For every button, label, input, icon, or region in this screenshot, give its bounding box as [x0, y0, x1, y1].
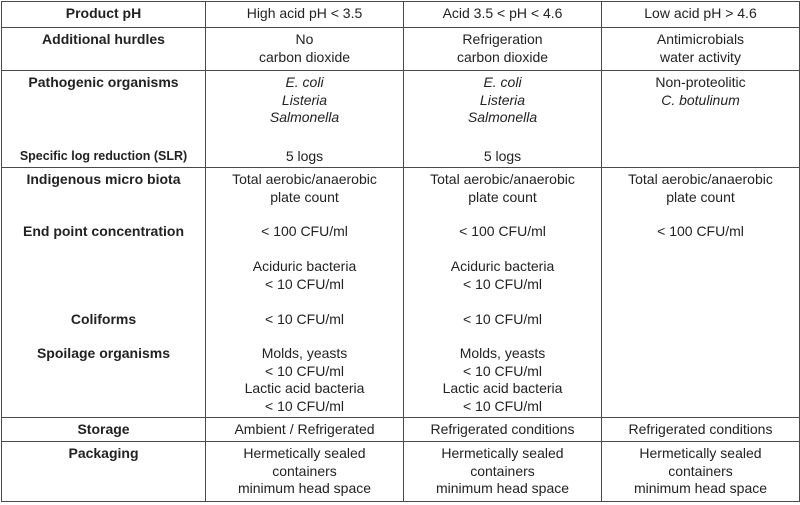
row-label-indigenous-micro-biota: Indigenous micro biota End point concentration Coliforms Spoilage organisms: [2, 168, 206, 418]
cell-storage-3: Refrigerated conditions: [602, 418, 800, 442]
cell-coliforms-1: < 10 CFU/ml: [265, 311, 344, 327]
cell-pathogens-3: Non-proteolitic C. botulinum: [602, 71, 800, 168]
row-label-storage: Storage: [2, 418, 206, 442]
row-label-slr: Specific log reduction (SLR): [19, 148, 188, 163]
cell-packaging-3: Hermetically sealed containers minimum head space: [602, 442, 800, 502]
row-additional-hurdles: [2, 28, 800, 71]
cell-endpoint-3: < 100 CFU/ml: [657, 223, 744, 239]
cell-packaging-2: Hermetically sealed containers minimum head space: [404, 442, 602, 502]
cell-pathogens-1: E. coli Listeria Salmonella 5 logs: [206, 71, 404, 168]
cell-aciduric-1: Aciduric bacteria < 10 CFU/ml: [252, 258, 357, 292]
cell-hurdles-1: No carbon dioxide: [206, 28, 404, 71]
cell-pathogens-2: E. coli Listeria Salmonella 5 logs: [404, 71, 602, 168]
cell-biota-2: Total aerobic/anaerobic plate count < 100 CFU/ml Aciduric bacteria < 10 CFU/ml < 10 CFU/ml Molds, yeasts < 10 CFU/ml Lactic acid bacteria < 10 CFU/ml: [404, 168, 602, 418]
row-label-coliforms: Coliforms: [70, 311, 137, 327]
cell-endpoint-2: < 100 CFU/ml: [459, 223, 546, 239]
cell-storage-2: Refrigerated conditions: [404, 418, 602, 442]
row-label-product-ph: Product pH: [2, 2, 206, 28]
cell-spoilage-1: Molds, yeasts < 10 CFU/ml Lactic acid bacteria < 10 CFU/ml: [244, 345, 365, 414]
row-label-spoilage: Spoilage organisms: [36, 345, 171, 361]
cell-aciduric-2: Aciduric bacteria < 10 CFU/ml: [450, 258, 555, 292]
row-label-end-point: End point concentration: [23, 223, 184, 239]
row-storage: [2, 418, 800, 442]
cell-ph-low-acid: Low acid pH > 4.6: [602, 2, 800, 28]
cell-hurdles-3: Antimicrobials water activity: [602, 28, 800, 71]
row-indigenous-micro-biota: [2, 168, 800, 418]
cell-coliforms-2: < 10 CFU/ml: [463, 311, 542, 327]
row-label-additional-hurdles: Additional hurdles: [2, 28, 206, 71]
cell-slr-1: 5 logs: [285, 147, 324, 164]
cell-biota-1: Total aerobic/anaerobic plate count < 100 CFU/ml Aciduric bacteria < 10 CFU/ml < 10 CFU/ml Molds, yeasts < 10 CFU/ml Lactic acid bacteria < 10 CFU/ml: [206, 168, 404, 418]
cell-slr-2: 5 logs: [483, 147, 522, 164]
cell-hurdles-2: Refrigeration carbon dioxide: [404, 28, 602, 71]
row-pathogenic-organisms: [2, 71, 800, 168]
cell-endpoint-1: < 100 CFU/ml: [261, 223, 348, 239]
cell-storage-1: Ambient / Refrigerated: [206, 418, 404, 442]
cell-ph-acid: Acid 3.5 < pH < 4.6: [404, 2, 602, 28]
cell-spoilage-2: Molds, yeasts < 10 CFU/ml Lactic acid bacteria < 10 CFU/ml: [442, 345, 563, 414]
cell-biota-3: Total aerobic/anaerobic plate count < 100 CFU/ml: [602, 168, 800, 418]
row-label-packaging: Packaging: [2, 442, 206, 502]
cell-packaging-1: Hermetically sealed containers minimum head space: [206, 442, 404, 502]
row-packaging: [2, 442, 800, 502]
row-label-pathogenic-organisms: Pathogenic organisms Specific log reduction (SLR): [2, 71, 206, 168]
product-ph-table: [1, 1, 800, 502]
cell-ph-high-acid: High acid pH < 3.5: [206, 2, 404, 28]
row-product-ph: [2, 2, 800, 28]
